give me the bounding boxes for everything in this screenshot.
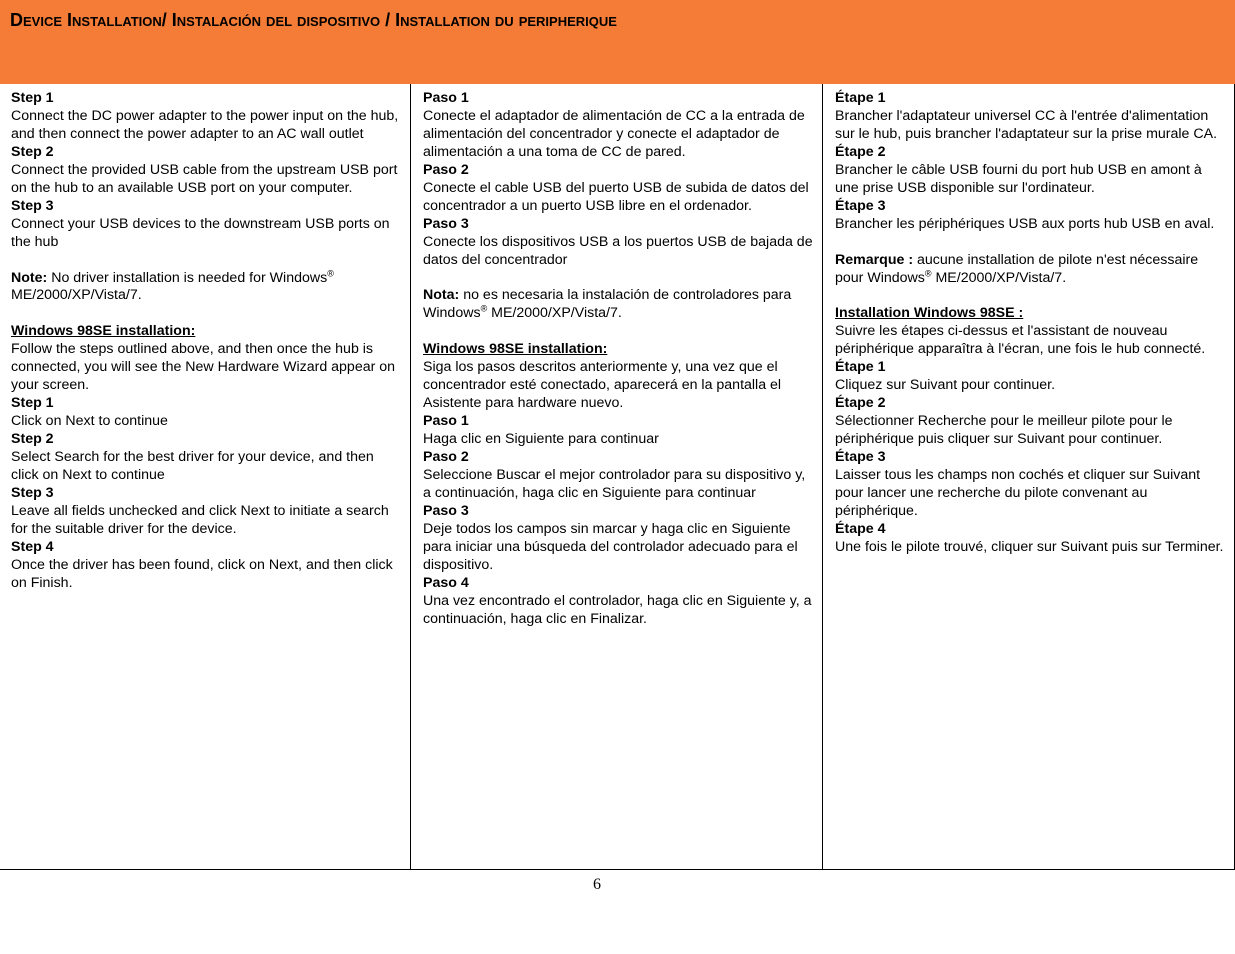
step-label: Étape 2 xyxy=(835,395,886,412)
note-paragraph xyxy=(835,252,1226,288)
note-label: Remarque : xyxy=(835,251,914,268)
step-label: Paso 1 xyxy=(423,90,469,106)
spacer xyxy=(835,287,1226,305)
step-label: Étape 3 xyxy=(835,197,886,214)
column-spanish xyxy=(411,84,823,869)
step-text: Haga clic en Siguiente para continuar xyxy=(423,431,659,448)
note-paragraph xyxy=(423,287,814,323)
step-text: Conecte los dispositivos USB a los puertos USB de bajada de datos del concentrador xyxy=(423,233,813,268)
page-number: 6 xyxy=(593,876,601,893)
step-label: Step 3 xyxy=(11,484,54,501)
note-tail: ME/2000/XP/Vista/7. xyxy=(487,305,622,322)
step-text: Select Search for the best driver for your device, and then click on Next to continue xyxy=(11,449,374,483)
win98-intro: Siga los pasos descritos anteriormente y, una vez que el concentrador esté conectado, aparecerá en la pantalla el Asistente para hardware nuevo. xyxy=(423,359,782,412)
step-label: Step 3 xyxy=(11,197,54,214)
note-paragraph xyxy=(11,267,402,306)
step-label: Étape 2 xyxy=(835,143,886,160)
win98-heading: Windows 98SE installation: xyxy=(11,323,196,340)
step-label: Step 4 xyxy=(11,538,54,555)
column-english xyxy=(0,84,411,869)
page-header xyxy=(0,0,1235,84)
instructions-table xyxy=(0,84,1235,870)
step-text: Laisser tous les champs non cochés et cliquer sur Suivant pour lancer une recherche du pilote convenant au périphérique. xyxy=(835,466,1201,519)
step-label: Paso 3 xyxy=(423,502,469,519)
step-text: Connect your USB devices to the downstream USB ports on the hub xyxy=(11,215,390,250)
note-tail: ME/2000/XP/Vista/7. xyxy=(11,287,142,304)
registered-mark: ® xyxy=(924,267,932,278)
win98-heading: Installation Windows 98SE : xyxy=(835,305,1024,322)
spacer xyxy=(423,323,814,341)
step-label: Étape 4 xyxy=(835,520,886,537)
spacer xyxy=(423,270,814,288)
note-label: Nota: xyxy=(423,287,460,304)
step-text: Brancher les périphériques USB aux ports hub USB en aval. xyxy=(835,215,1215,232)
spacer xyxy=(835,234,1226,252)
step-label: Step 1 xyxy=(11,395,54,412)
win98-intro: Follow the steps outlined above, and then once the hub is connected, you will see the New Hardware Wizard appear on your screen. xyxy=(11,341,396,394)
step-text: Sélectionner Recherche pour le meilleur pilote pour le périphérique puis cliquer sur Suivant pour continuer. xyxy=(835,413,1173,448)
win98-intro: Suivre les étapes ci-dessus et l'assistant de nouveau périphérique apparaîtra à l'écran, une fois le hub connecté. xyxy=(835,323,1206,358)
step-label: Step 1 xyxy=(11,90,54,106)
step-text: Click on Next to continue xyxy=(11,413,168,430)
step-text: Conecte el adaptador de alimentación de CC a la entrada de alimentación del concentrador y conecte el adaptador de alimentación a una toma de CC de pared. xyxy=(423,107,805,160)
note-tail: ME/2000/XP/Vista/7. xyxy=(931,269,1067,286)
step-text: Brancher l'adaptateur universel CC à l'entrée d'alimentation sur le hub, puis brancher l'adaptateur sur la prise murale CA. xyxy=(835,107,1218,142)
spacer xyxy=(11,252,402,270)
step-label: Paso 2 xyxy=(423,161,469,178)
step-label: Paso 1 xyxy=(423,413,469,430)
page-title: Device Installation/ Instalación del dispositivo / Installation du peripherique xyxy=(10,10,617,30)
registered-mark: ® xyxy=(480,303,488,314)
registered-mark: ® xyxy=(327,267,334,278)
step-text: Connect the provided USB cable from the upstream USB port on the hub to an available USB port on your computer. xyxy=(11,161,398,196)
step-label: Paso 2 xyxy=(423,449,469,466)
step-label: Paso 3 xyxy=(423,215,469,232)
step-text: Leave all fields unchecked and click Next to initiate a search for the suitable driver for the device. xyxy=(11,502,389,537)
step-text: Conecte el cable USB del puerto USB de subida de datos del concentrador a un puerto USB libre en el ordenador. xyxy=(423,179,809,214)
spacer xyxy=(11,305,402,323)
step-label: Paso 4 xyxy=(423,574,469,591)
step-label: Step 2 xyxy=(11,431,54,448)
note-text: no es necesaria la instalación de controladores para Windows xyxy=(423,287,792,322)
step-text: Seleccione Buscar el mejor controlador para su dispositivo y, a continuación, haga clic en Siguiente para continuar xyxy=(423,466,806,501)
step-text: Una vez encontrado el controlador, haga clic en Siguiente y, a continuación, haga clic en Finalizar. xyxy=(423,592,812,627)
step-text: Cliquez sur Suivant pour continuer. xyxy=(835,377,1056,394)
step-text: Brancher le câble USB fourni du port hub USB en amont à une prise USB disponible sur l'ordinateur. xyxy=(835,161,1202,196)
note-text: aucune installation de pilote n'est nécessaire pour Windows xyxy=(835,251,1199,286)
step-text: Une fois le pilote trouvé, cliquer sur Suivant puis sur Terminer. xyxy=(835,538,1224,555)
step-label: Step 2 xyxy=(11,143,54,160)
step-label: Étape 3 xyxy=(835,449,886,466)
step-text: Deje todos los campos sin marcar y haga clic en Siguiente para iniciar una búsqueda del controlador adecuado para el dispositivo. xyxy=(423,520,798,573)
step-text: Connect the DC power adapter to the power input on the hub, and then connect the power adapter to an AC wall outlet xyxy=(11,107,399,142)
step-label: Étape 1 xyxy=(835,359,886,376)
step-text: Once the driver has been found, click on Next, and then click on Finish. xyxy=(11,556,393,591)
win98-heading: Windows 98SE installation: xyxy=(423,341,608,358)
note-text: No driver installation is needed for Windows xyxy=(47,269,328,286)
column-french xyxy=(823,84,1234,869)
note-label: Note: xyxy=(11,269,48,286)
step-label: Étape 1 xyxy=(835,90,886,106)
